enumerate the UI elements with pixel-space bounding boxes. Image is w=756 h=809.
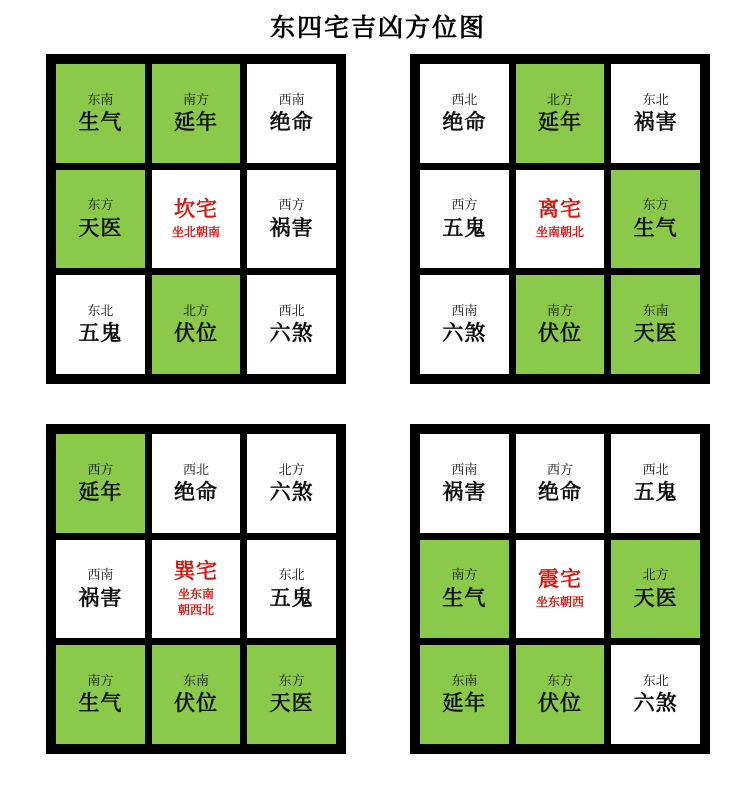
direction-cell [56, 645, 145, 744]
cell-name-label: 五鬼 [442, 216, 487, 240]
center-cell-kan-zhai [152, 170, 241, 269]
cell-direction-label: 南方 [87, 672, 114, 688]
direction-cell [611, 645, 700, 744]
direction-cell [611, 434, 700, 533]
cell-name-label: 祸害 [442, 480, 487, 504]
cell-name-label: 天医 [78, 216, 123, 240]
direction-cell [247, 275, 336, 374]
direction-cell [516, 275, 605, 374]
cell-direction-label: 西北 [278, 302, 305, 318]
cell-name-label: 生气 [78, 110, 123, 134]
cell-name-label: 天医 [633, 322, 678, 346]
direction-cell [516, 645, 605, 744]
direction-cell [420, 275, 509, 374]
cell-name-label: 伏位 [537, 692, 582, 716]
cell-name-label: 伏位 [173, 692, 218, 716]
cell-name-label: 生气 [78, 692, 123, 716]
cell-direction-label: 北方 [546, 91, 573, 107]
cell-name-label: 绝命 [537, 480, 582, 504]
cell-name-label: 祸害 [633, 110, 678, 134]
direction-cell [56, 540, 145, 639]
direction-cell [420, 434, 509, 533]
direction-cell [152, 434, 241, 533]
cell-name-label: 巽宅 [173, 559, 218, 583]
cell-direction-label: 东北 [278, 567, 305, 583]
cell-orientation-line: 坐东南 [177, 586, 214, 601]
center-cell-xun-zhai [152, 540, 241, 639]
cell-direction-label: 西南 [278, 91, 305, 107]
cell-name-label: 绝命 [269, 110, 314, 134]
bagua-grid-kan-zhai [46, 54, 346, 384]
cell-direction-label: 东南 [182, 672, 209, 688]
cell-direction-label: 西方 [87, 461, 114, 477]
direction-cell [420, 645, 509, 744]
cell-name-label: 五鬼 [633, 480, 678, 504]
cell-direction-label: 东南 [87, 91, 114, 107]
cell-name-label: 绝命 [173, 480, 218, 504]
direction-cell [247, 170, 336, 269]
cell-direction-label: 东南 [642, 302, 669, 318]
cell-name-label: 延年 [442, 692, 487, 716]
direction-cell [611, 170, 700, 269]
cell-direction-label: 东方 [546, 672, 573, 688]
cell-orientation-line: 坐南朝北 [535, 224, 584, 239]
cell-orientation-line: 朝西北 [177, 602, 214, 617]
cell-name-label: 六煞 [269, 322, 314, 346]
cell-name-label: 绝命 [442, 110, 487, 134]
cell-direction-label: 东南 [451, 672, 478, 688]
cell-direction-label: 西南 [451, 302, 478, 318]
cell-direction-label: 东方 [642, 197, 669, 213]
cell-name-label: 天医 [269, 692, 314, 716]
cell-name-label: 生气 [633, 216, 678, 240]
cell-name-label: 延年 [537, 110, 582, 134]
direction-cell [611, 540, 700, 639]
cell-name-label: 坎宅 [173, 197, 218, 221]
cell-orientation-label [536, 595, 584, 611]
cell-direction-label: 北方 [278, 461, 305, 477]
cell-direction-label: 西南 [87, 567, 114, 583]
cell-orientation-label [178, 587, 214, 618]
cell-direction-label: 南方 [546, 302, 573, 318]
direction-cell [247, 645, 336, 744]
cell-name-label: 延年 [78, 480, 123, 504]
cell-direction-label: 西北 [642, 461, 669, 477]
direction-cell [56, 434, 145, 533]
direction-cell [420, 170, 509, 269]
cell-direction-label: 西方 [451, 197, 478, 213]
cell-name-label: 震宅 [537, 567, 582, 591]
cell-name-label: 六煞 [442, 322, 487, 346]
cell-direction-label: 东方 [278, 672, 305, 688]
direction-cell [611, 275, 700, 374]
bagua-grid-li-zhai [410, 54, 710, 384]
center-cell-li-zhai [516, 170, 605, 269]
bagua-grid-xun-zhai [46, 424, 346, 754]
cell-direction-label: 东方 [87, 197, 114, 213]
cell-name-label: 离宅 [537, 197, 582, 221]
cell-direction-label: 南方 [451, 567, 478, 583]
grid-container [0, 54, 756, 754]
cell-direction-label: 北方 [642, 567, 669, 583]
cell-direction-label: 西北 [451, 91, 478, 107]
cell-direction-label: 西南 [451, 461, 478, 477]
cell-direction-label: 东北 [87, 302, 114, 318]
direction-cell [152, 64, 241, 163]
cell-direction-label: 东北 [642, 672, 669, 688]
cell-name-label: 延年 [173, 110, 218, 134]
bagua-grid-zhen-zhai [410, 424, 710, 754]
direction-cell [56, 275, 145, 374]
cell-name-label: 天医 [633, 586, 678, 610]
page-title: 东四宅吉凶方位图 [269, 14, 486, 42]
cell-name-label: 伏位 [537, 322, 582, 346]
direction-cell [56, 64, 145, 163]
cell-orientation-label [536, 225, 584, 241]
cell-name-label: 伏位 [173, 322, 218, 346]
cell-direction-label: 东北 [642, 91, 669, 107]
direction-cell [152, 275, 241, 374]
direction-cell [56, 170, 145, 269]
cell-name-label: 六煞 [269, 480, 314, 504]
cell-name-label: 六煞 [633, 692, 678, 716]
direction-cell [611, 64, 700, 163]
cell-orientation-line: 坐东朝西 [535, 594, 584, 609]
direction-cell [247, 540, 336, 639]
cell-direction-label: 西方 [546, 461, 573, 477]
cell-name-label: 祸害 [78, 586, 123, 610]
cell-direction-label: 西北 [182, 461, 209, 477]
cell-direction-label: 南方 [182, 91, 209, 107]
cell-name-label: 生气 [442, 586, 487, 610]
direction-cell [516, 64, 605, 163]
direction-cell [247, 434, 336, 533]
center-cell-zhen-zhai [516, 540, 605, 639]
cell-orientation-label [172, 225, 220, 241]
cell-name-label: 祸害 [269, 216, 314, 240]
cell-direction-label: 西方 [278, 197, 305, 213]
cell-name-label: 五鬼 [269, 586, 314, 610]
direction-cell [247, 64, 336, 163]
cell-name-label: 五鬼 [78, 322, 123, 346]
direction-cell [420, 540, 509, 639]
direction-cell [152, 645, 241, 744]
cell-direction-label: 北方 [182, 302, 209, 318]
direction-cell [516, 434, 605, 533]
cell-orientation-line: 坐北朝南 [171, 224, 220, 239]
direction-cell [420, 64, 509, 163]
